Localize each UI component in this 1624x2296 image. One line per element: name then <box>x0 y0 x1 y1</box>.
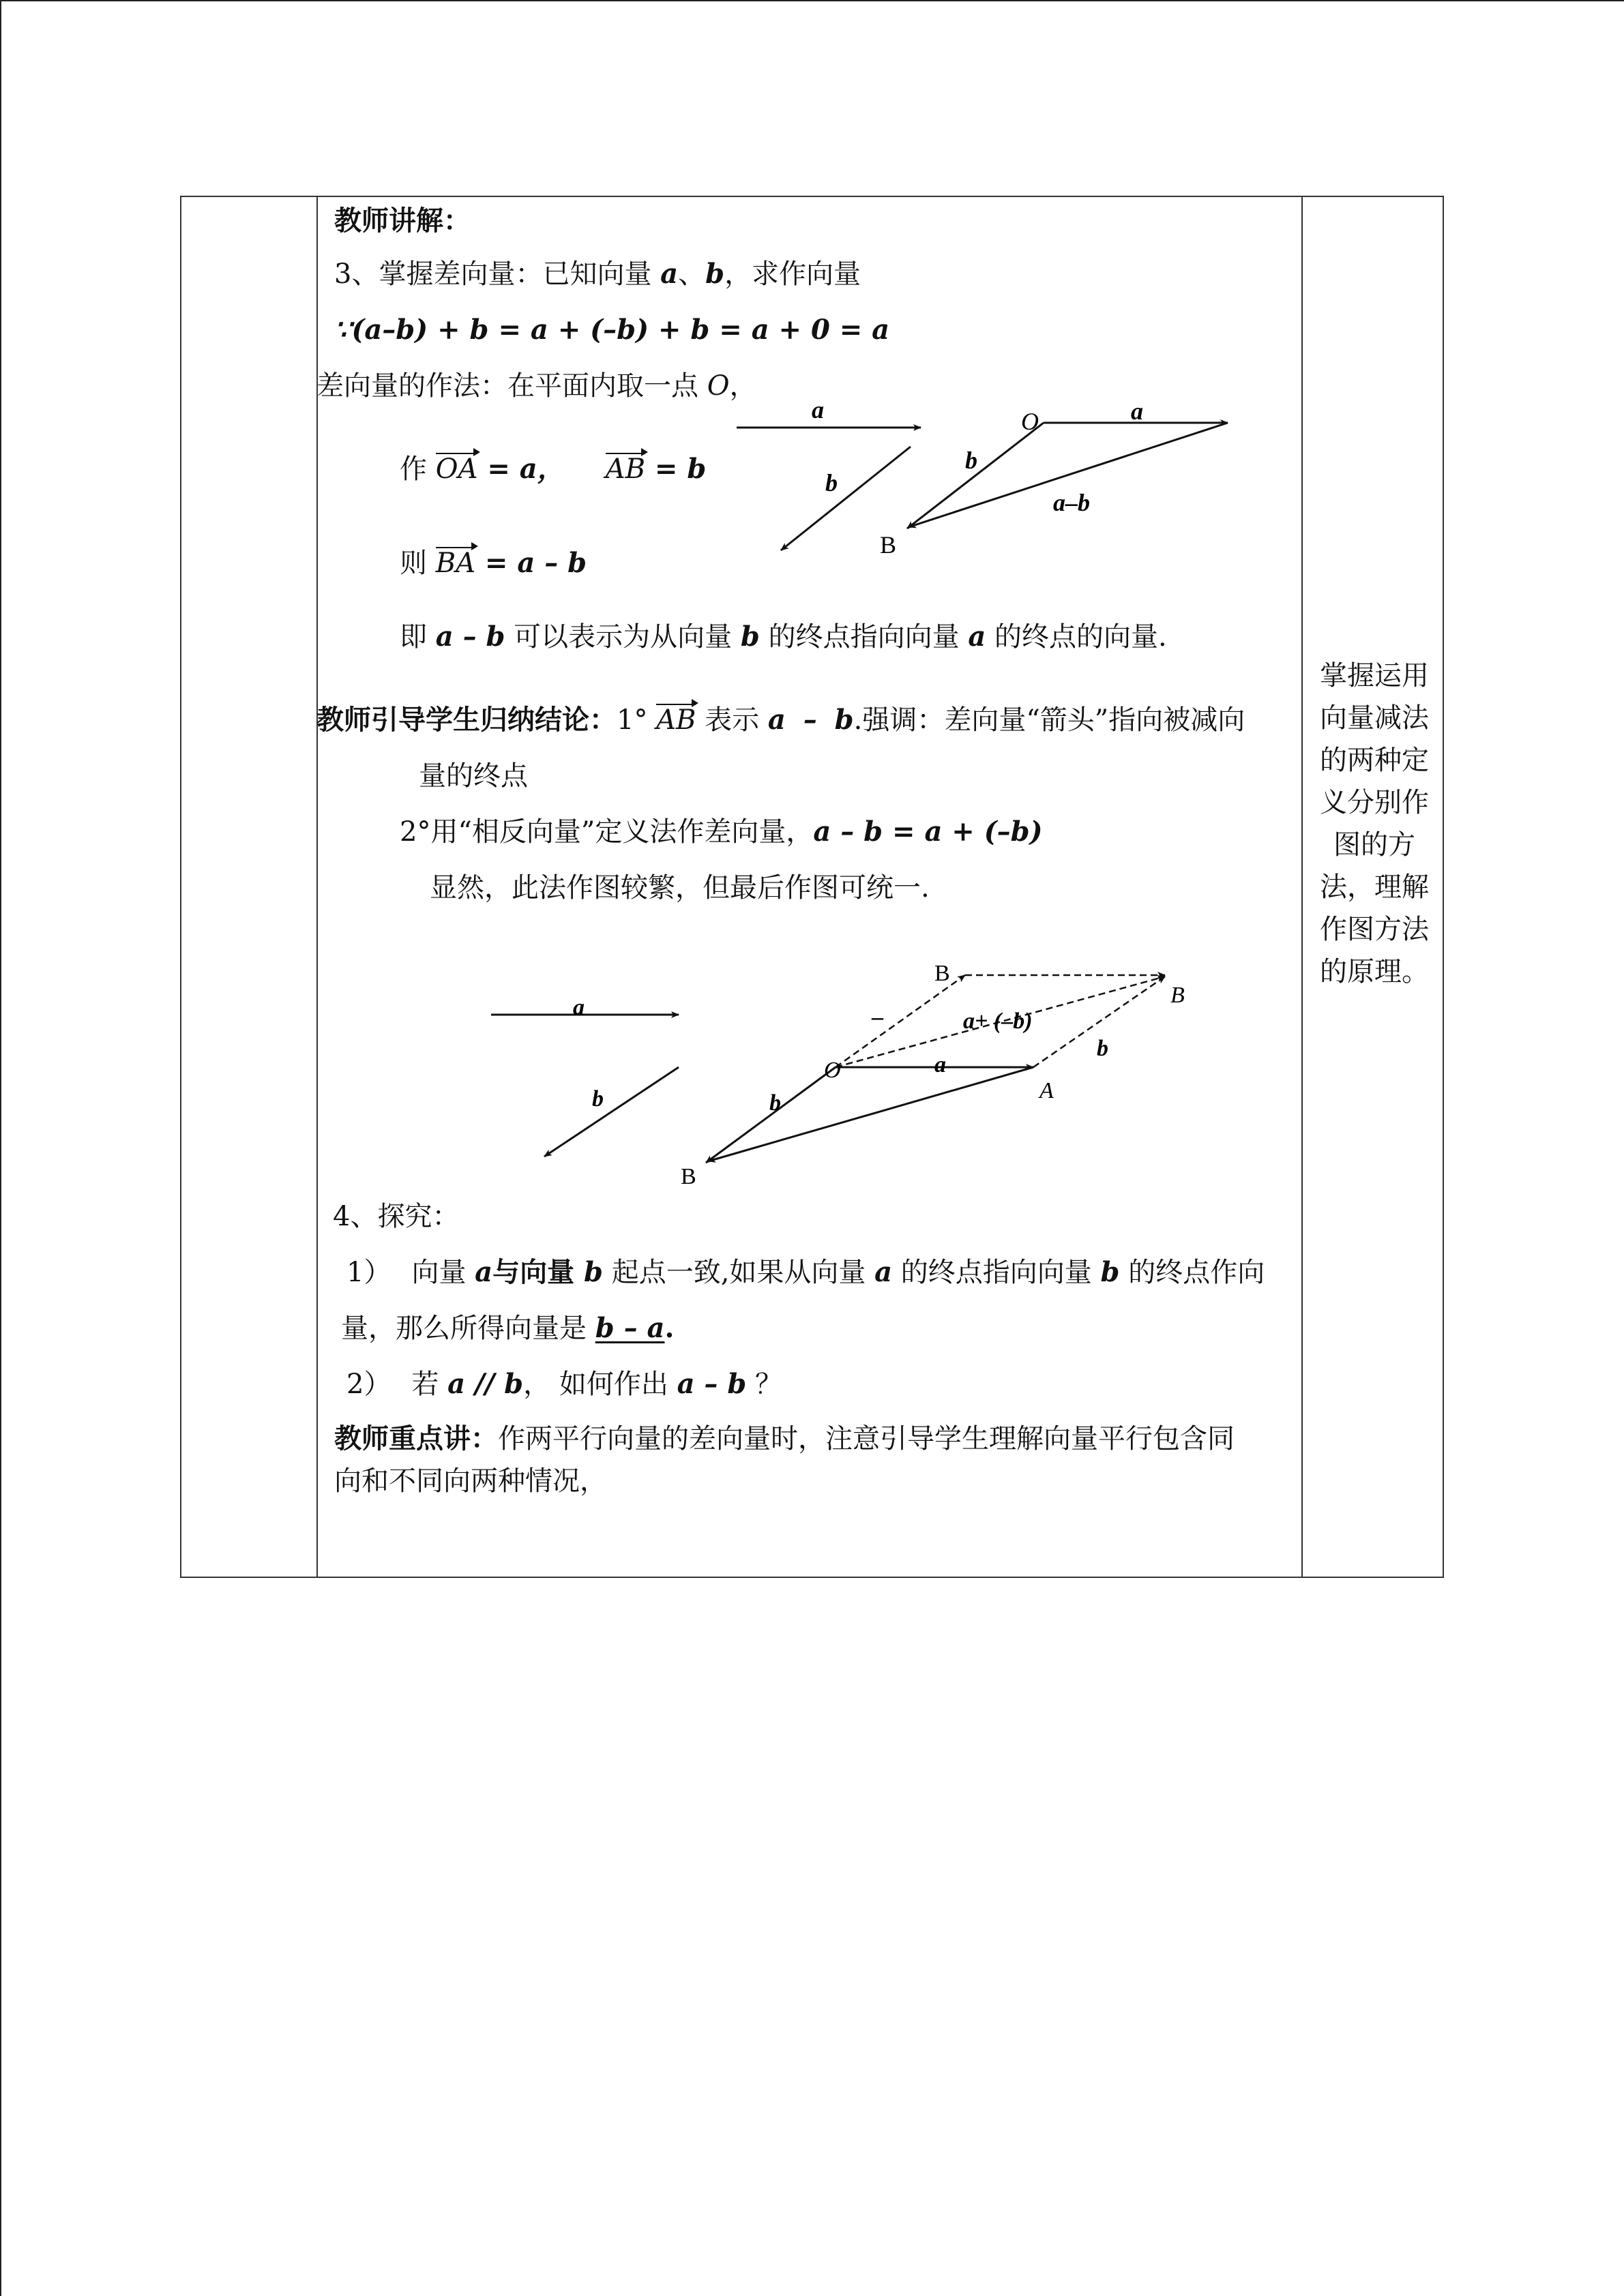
label-point-O: O <box>1021 408 1039 435</box>
label-point-B-bottom: B <box>681 1164 696 1187</box>
label-point-A: A <box>1039 1078 1054 1103</box>
difference-vector-intro: 3、掌握差向量：已知向量 a、b，求作向量 <box>334 258 861 290</box>
meaning-statement: 即 a – b 可以表示为从向量 b 的终点指向向量 a 的终点的向量. <box>400 621 1167 653</box>
label-minus-sign: – <box>872 1004 883 1030</box>
label-a: a <box>1131 398 1143 425</box>
difference-vector-diagram <box>723 392 1241 569</box>
column-divider-right <box>1301 197 1303 1577</box>
page-left-border <box>0 0 1 2296</box>
label-free-b-2: b <box>592 1086 604 1112</box>
teaching-goal-note: 掌握运用向量减法的两种定义分别作图的方法，理解作图方法的原理。 <box>1320 660 1429 987</box>
vector-OB <box>907 423 1044 528</box>
label-point-O-2: O <box>824 1058 841 1083</box>
focus-paragraph: 教师重点讲：作两平行向量的差向量时，注意引导学生理解向量平行包含同 <box>334 1422 1235 1455</box>
result-BA: 则 BA = a – b <box>400 546 587 581</box>
label-b: b <box>965 447 977 474</box>
label-a-plus-neg-b: a+ (–b) <box>963 1009 1033 1034</box>
page-top-border <box>0 0 1624 1</box>
question-2: 2） 若 a // b， 如何作出 a – b ？ <box>346 1368 783 1400</box>
label-point-B: B <box>880 531 897 558</box>
label-b-right: b <box>1097 1036 1108 1061</box>
label-a-2: a <box>934 1052 946 1077</box>
opposite-vector-diagram <box>477 955 1214 1187</box>
focus-paragraph-cont: 向和不同向两种情况， <box>334 1465 607 1497</box>
question-1: 1） 向量 a与向量 b 起点一致,如果从向量 a 的终点指向向量 b 的终点作向 <box>346 1256 1265 1288</box>
guide-conclusion-1: 教师引导学生归纳结论：1° AB 表示 a – b.强调：差向量“箭头”指向被减向 <box>316 702 1245 738</box>
column-divider-left <box>316 197 318 1577</box>
since-equation: ∵(a–b) + b = a + (–b) + b = a + 0 = a <box>334 314 890 346</box>
label-free-a: a <box>812 396 824 423</box>
label-free-a-2: a <box>573 995 585 1020</box>
label-point-B-prime: B <box>934 961 950 986</box>
explore-heading: 4、探究： <box>333 1201 460 1232</box>
construct-OA-AB: 作 OA = a， AB = b <box>400 451 706 487</box>
guide-conclusion-2: 2°用“相反向量”定义法作差向量，a – b = a + (–b) <box>400 816 1043 848</box>
label-a-minus-b: a–b <box>1053 489 1090 516</box>
label-b-left: b <box>769 1090 781 1116</box>
guide-conclusion-1-cont: 量的终点 <box>419 760 528 792</box>
label-free-b: b <box>825 469 838 496</box>
label-point-B-right: B <box>1170 983 1185 1008</box>
teacher-explain-heading: 教师讲解： <box>334 205 471 237</box>
guide-conclusion-2-note: 显然，此法作图较繁，但最后作图可统一. <box>430 872 930 904</box>
question-1-cont: 量，那么所得向量是 b – a. <box>341 1312 675 1344</box>
method-intro: 差向量的作法：在平面内取一点 O， <box>316 370 757 402</box>
vector-BA-2 <box>708 1067 1033 1161</box>
free-vector-b-2 <box>544 1067 679 1157</box>
